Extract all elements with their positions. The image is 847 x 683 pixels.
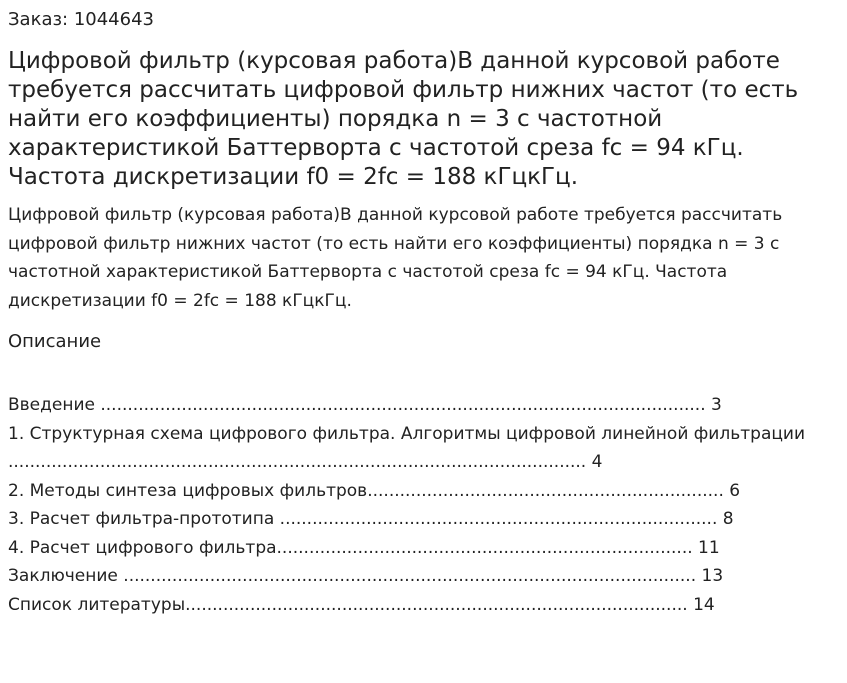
toc-line: Заключение .......................................................................................................... 13 — [8, 566, 724, 586]
summary-text: Цифровой фильтр (курсовая работа)В данной курсовой работе требуется рассчитать цифровой фильтр нижних частот (то есть найти его коэффициенты) порядка n = 3 с частотной характеристикой Баттерворта с частотой среза fc = 94 кГц. Частота дискретизации f0 = 2fc = 188 кГцкГц. — [8, 205, 783, 311]
toc-line: ........................................................................................................... 4 — [8, 452, 603, 472]
toc-line: Введение ................................................................................................................ 3 — [8, 395, 722, 415]
toc-line: Список литературы............................................................................................. 14 — [8, 594, 715, 615]
description-heading: Описание — [8, 331, 102, 352]
toc-line: 2. Методы синтеза цифровых фильтров.................................................................. 6 — [8, 480, 741, 501]
toc-line: 3. Расчет фильтра-прототипа ................................................................................. 8 — [8, 509, 734, 529]
page-title: Цифровой фильтр (курсовая работа)В данной курсовой работе требуется рассчитать цифровой фильтр нижних частот (то есть найти его коэффициенты) порядка n = 3 с частотной характеристикой Баттерворта с частотой среза fc = 94 кГц. Частота дискретизации f0 = 2fc = 188 кГцкГц. — [8, 48, 799, 190]
table-of-contents — [8, 391, 842, 619]
order-number: Заказ: 1044643 — [8, 9, 154, 30]
toc-line: 4. Расчет цифрового фильтра............................................................................. 11 — [8, 537, 720, 558]
toc-line: 1. Структурная схема цифрового фильтра. Алгоритмы цифровой линейной фильтрации — [8, 423, 806, 444]
